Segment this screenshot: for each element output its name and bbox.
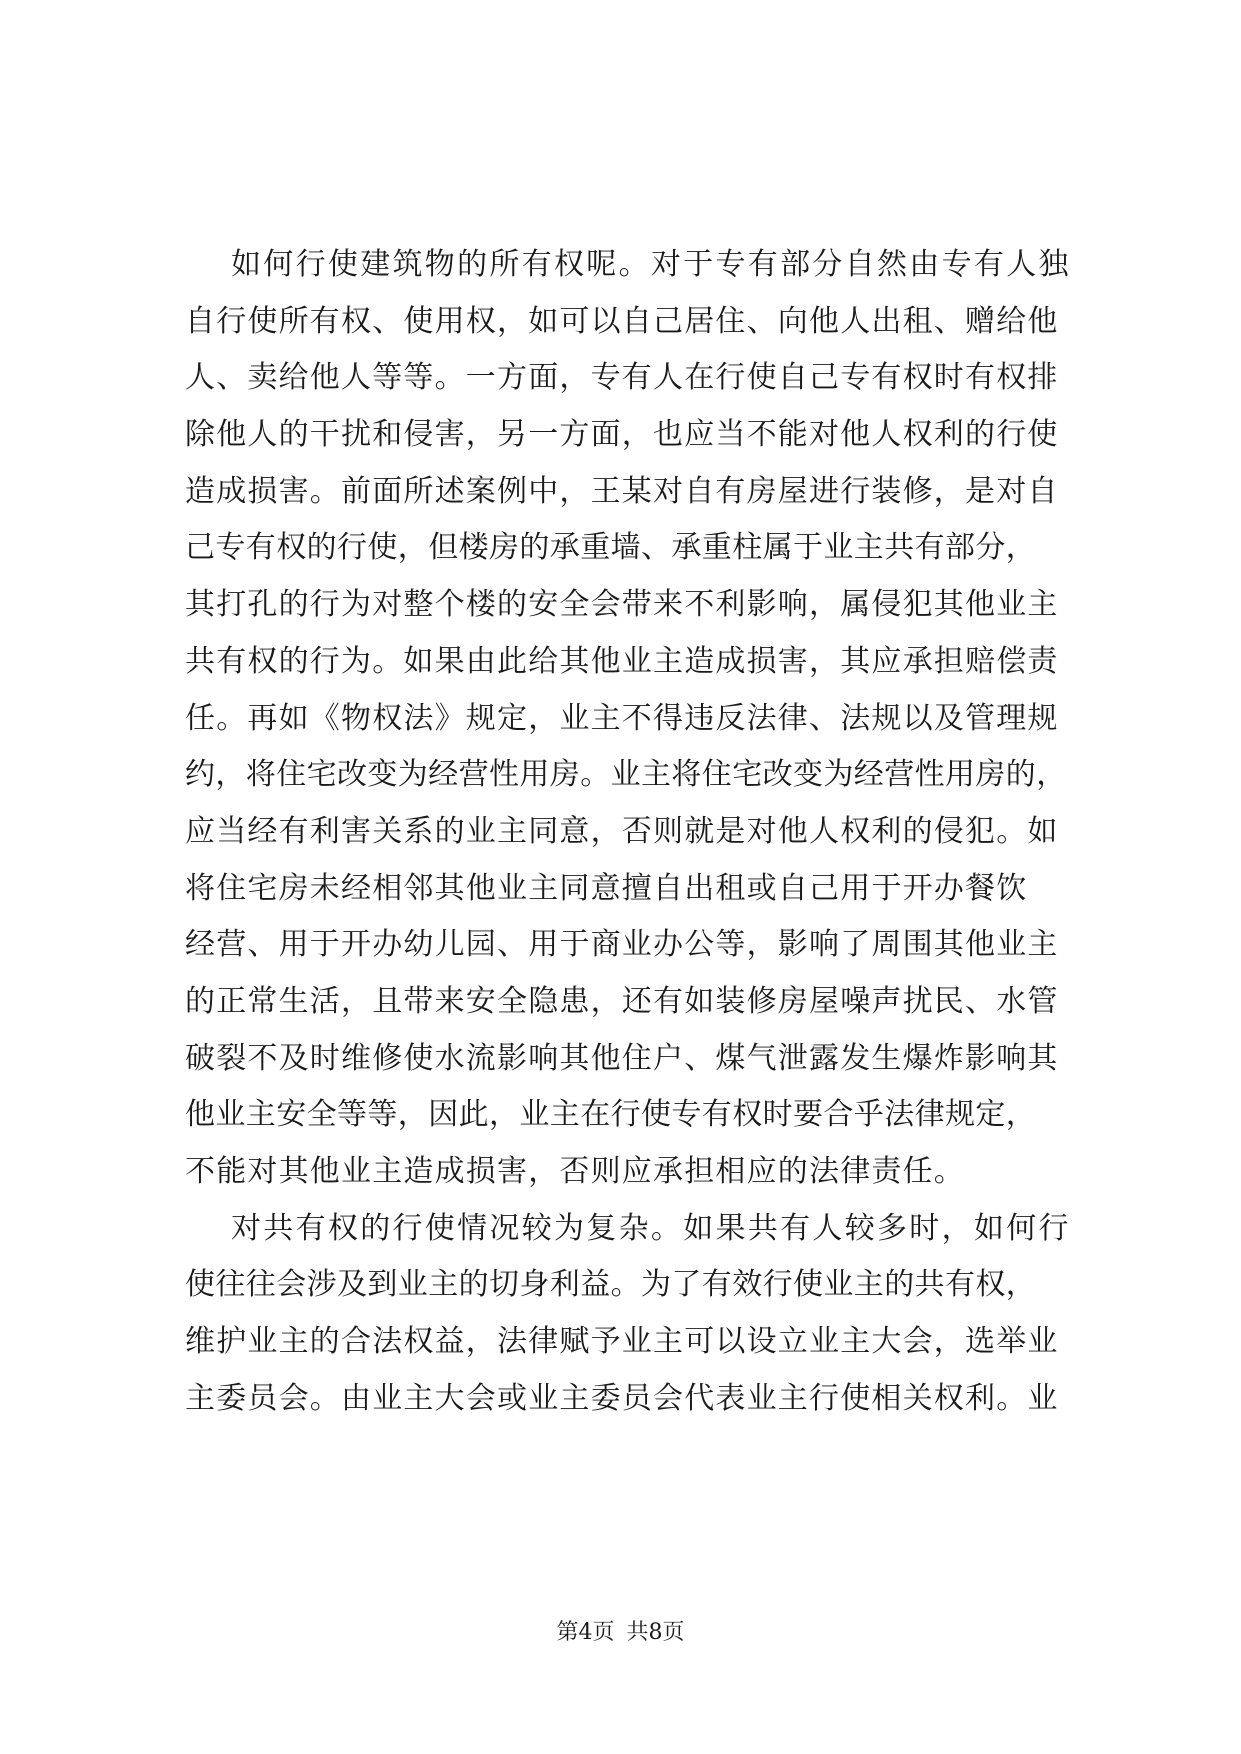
paragraph-2-line-2: 使往往会涉及到业主的切身利益。为了有效行使业主的共有权， <box>185 1267 1037 1303</box>
paragraph-1-line-10: 约，将住宅改变为经营性用房。业主将住宅改变为经营性用房的， <box>185 757 1067 793</box>
paragraph-2-line-4: 主委员会。由业主大会或业主委员会代表业主行使相关权利。业 <box>185 1380 1059 1416</box>
paragraph-1-line-11: 应当经有利害关系的业主同意，否则就是对他人权利的侵犯。如 <box>185 813 1059 849</box>
page-footer <box>0 1618 1241 1648</box>
paragraph-1-line-13: 经营、用于开办幼儿园、用于商业办公等，影响了周围其他业主 <box>185 927 1059 963</box>
paragraph-1-line-9: 任。再如《物权法》规定，业主不得违反法律、法规以及管理规 <box>185 700 1059 736</box>
paragraph-1-line-12: 将住宅房未经相邻其他业主同意擅自出租或自己用于开办餐饮 <box>185 870 1028 906</box>
page-number: 第4页 <box>556 1620 615 1645</box>
paragraph-2-line-1: 对共有权的行使情况较为复杂。如果共有人较多时，如何行 <box>231 1210 1071 1246</box>
paragraph-1-line-8: 共有权的行为。如果由此给其他业主造成损害，其应承担赔偿责 <box>185 643 1059 679</box>
document-body <box>185 237 1090 1427</box>
paragraph-1-line-5: 造成损害。前面所述案例中，王某对自有房屋进行装修，是对自 <box>185 473 1059 509</box>
paragraph-1-line-4: 除他人的干扰和侵害，另一方面，也应当不能对他人权利的行使 <box>185 417 1059 453</box>
paragraph-1-line-17: 不能对其他业主造成损害，否则应承担相应的法律责任。 <box>185 1154 965 1189</box>
paragraph-1-line-2: 自行使所有权、使用权，如可以自己居住、向他人出租、赠给他 <box>185 303 1059 339</box>
paragraph-1-line-3: 人、卖给他人等等。一方面，专有人在行使自己专有权时有权排 <box>185 360 1059 396</box>
total-pages: 共8页 <box>626 1620 685 1645</box>
paragraph-2-line-3: 维护业主的合法权益，法律赋予业主可以设立业主大会，选举业 <box>185 1324 1059 1360</box>
paragraph-1-line-6: 己专有权的行使，但楼房的承重墙、承重柱属于业主共有部分， <box>185 530 1037 566</box>
paragraph-1-line-16: 他业主安全等等，因此，业主在行使专有权时要合乎法律规定， <box>185 1097 1037 1133</box>
paragraph-1-line-14: 的正常生活，且带来安全隐患，还有如装修房屋噪声扰民、水管 <box>185 983 1059 1019</box>
paragraph-1-line-15: 破裂不及时维修使水流影响其他住户、煤气泄露发生爆炸影响其 <box>185 1040 1059 1076</box>
paragraph-1-line-1: 如何行使建筑物的所有权呢。对于专有部分自然由专有人独 <box>231 247 1071 282</box>
paragraph-1-line-7: 其打孔的行为对整个楼的安全会带来不利影响，属侵犯其他业主 <box>185 587 1059 623</box>
